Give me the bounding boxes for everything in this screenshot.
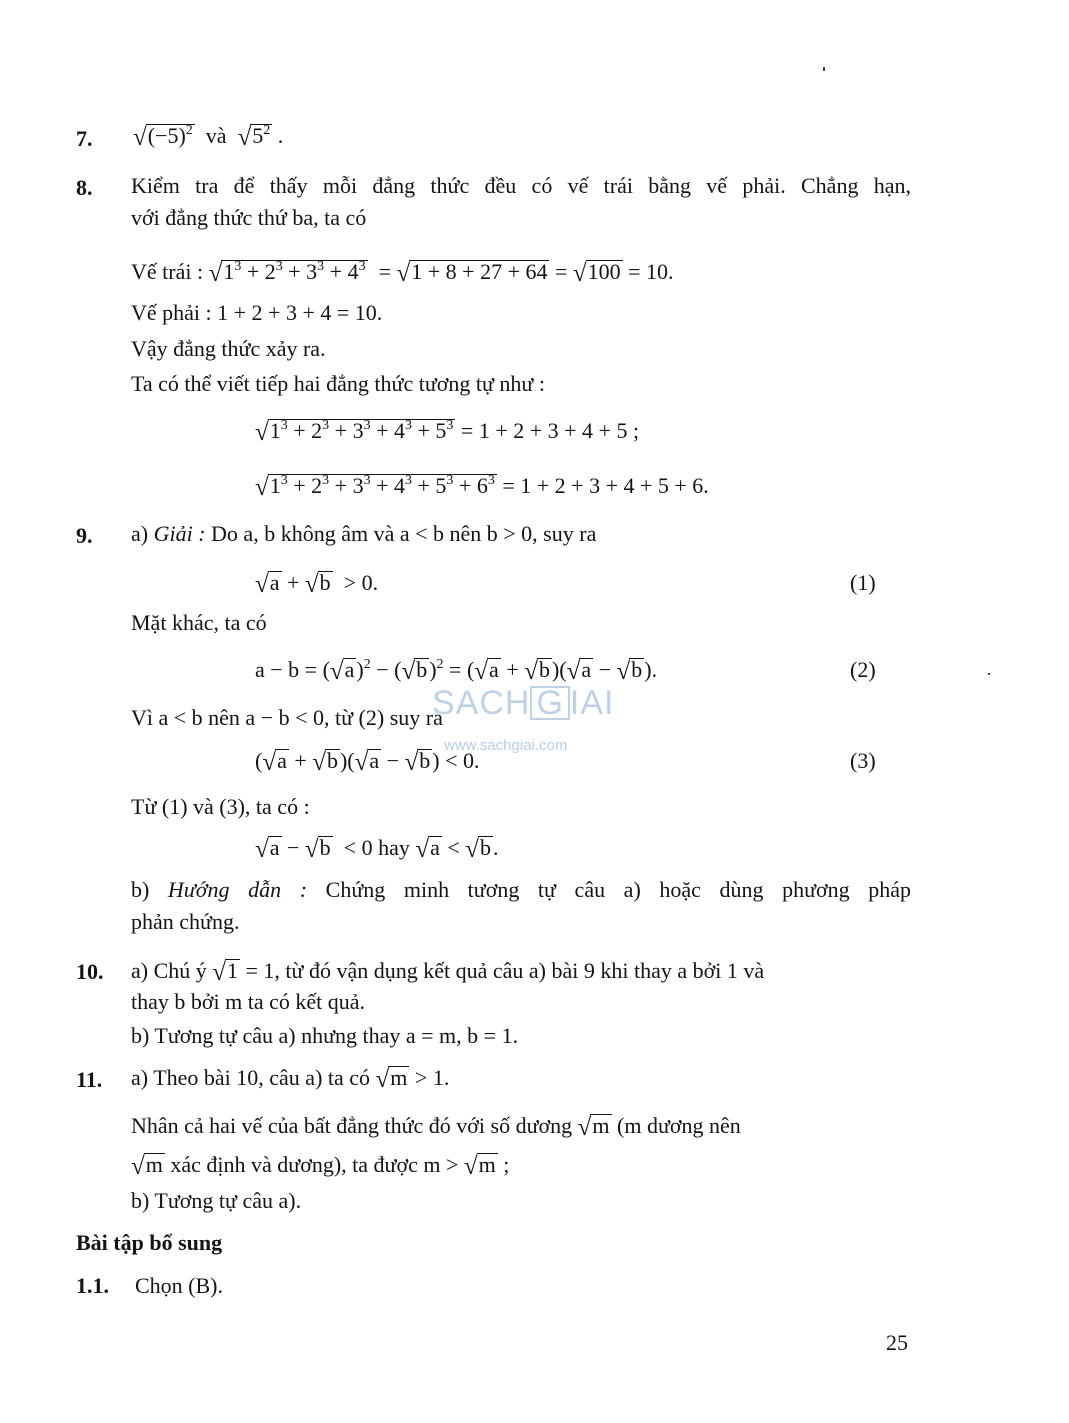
equation-9-4: √a − √b < 0 hay √a < √b. xyxy=(255,835,499,863)
equation-label-2: (2) xyxy=(850,657,876,682)
problem-7-number: 7. xyxy=(76,126,93,151)
exponent: 2 xyxy=(185,123,193,138)
tu-line: Từ (1) và (3), ta có : xyxy=(131,794,310,819)
left-label: Vế trái : xyxy=(131,259,204,284)
supplement-item-number: 1.1. xyxy=(76,1273,109,1298)
problem-11b-line: b) Tương tự câu a). xyxy=(131,1188,302,1213)
exponent: 2 xyxy=(263,123,271,138)
problem-9a-intro: a) Giải : Do a, b không âm và a < b nên b > 0, suy ra xyxy=(131,521,597,546)
problem-10-number: 10. xyxy=(76,959,104,984)
scan-speck xyxy=(988,673,990,675)
page-number: 25 xyxy=(886,1330,908,1355)
problem-8-line1: Kiểm tra để thấy mỗi đẳng thức đều có vế trái bằng vế phải. Chẳng hạn, xyxy=(131,173,911,198)
watermark-logo: SACH G IAI xyxy=(432,684,615,722)
huong-dan-label: Hướng dẫn : xyxy=(167,877,308,902)
giai-label: Giải : xyxy=(153,521,206,546)
problem-7-expression: $√(-5)^2$ và $√5^2$ . xyxy=(133,123,284,151)
problem-9-number: 9. xyxy=(76,523,93,548)
next-intro-line: Ta có thể viết tiếp hai đẳng thức tương tự như : xyxy=(131,371,545,396)
equation-1-rhs: = 1 + 2 + 3 + 4 + 5 ; xyxy=(460,418,640,443)
left-radicand: $1^3 + 2^3 + 3^3 + 4^3$ xyxy=(223,259,366,284)
equation-1: $√1^3 + 2^3 + 3^3 + 4^3 + 5^3 = 1 + 2 + 3 + 4 + 5$ ; xyxy=(255,418,640,446)
watermark-logo-box: G xyxy=(530,686,569,720)
supplement-item-text: Chọn (B). xyxy=(135,1273,223,1298)
problem-8-line2: với đẳng thức thứ ba, ta có xyxy=(131,205,367,230)
problem-10b-line: b) Tương tự câu a) nhưng thay a = m, b = 1. xyxy=(131,1023,519,1048)
problem-9b-line1: b) Hướng dẫn : Chứng minh tương tự câu a) hoặc dùng phương pháp xyxy=(131,877,911,902)
supplement-heading: Bài tập bổ sung xyxy=(76,1230,223,1255)
watermark-url: www.sachgiai.com xyxy=(444,737,568,754)
problem-11-para-line2: √m xác định và dương), ta được m > √m ; xyxy=(131,1152,510,1180)
problem-11a-line: a) Theo bài 10, câu a) ta có √m > 1. xyxy=(131,1065,450,1093)
problem-10a-line1: a) Chú ý √1 = 1, từ đó vận dụng kết quả câu a) bài 9 khi thay a bởi 1 và xyxy=(131,958,765,986)
problem-10a-line2: thay b bởi m ta có kết quả. xyxy=(131,989,366,1014)
equation-label-1: (1) xyxy=(850,570,876,595)
problem-11-para-line1: Nhân cả hai vế của bất đẳng thức đó với số dương √m (m dương nên xyxy=(131,1113,741,1141)
left-side-equation: Vế trái : $√1^3 + 2^3 + 3^3 + 4^3 = √1 + 8 + 27 + 64 = √100 = 10$. xyxy=(131,259,674,287)
equation-2-rhs: = 1 + 2 + 3 + 4 + 5 + 6. xyxy=(502,473,709,498)
conjunction: và xyxy=(205,123,227,148)
scan-speck xyxy=(823,67,825,71)
problem-9b-line2: phản chứng. xyxy=(131,909,240,934)
mat-khac-line: Mặt khác, ta có xyxy=(131,610,267,635)
radicand-b: 5 xyxy=(252,123,264,148)
right-side-line: Vế phải : 1 + 2 + 3 + 4 = 10. xyxy=(131,300,383,325)
conclusion-line: Vậy đẳng thức xảy ra. xyxy=(131,336,326,361)
problem-11-number: 11. xyxy=(76,1067,103,1092)
vi-line: Vì a < b nên a − b < 0, từ (2) suy ra xyxy=(131,705,443,730)
problem-8-number: 8. xyxy=(76,175,93,200)
equation-label-3: (3) xyxy=(850,748,876,773)
equation-9-1: √a + √b > 0. xyxy=(255,570,379,598)
equation-2: $√1^3 + 2^3 + 3^3 + 4^3 + 5^3 + 6^3 = 1 + 2 + 3 + 4 + 5 + 6$. xyxy=(255,473,709,501)
radicand-a: (−5) xyxy=(147,123,186,148)
equation-9-3: (√a + √b)(√a − √b) < 0. xyxy=(255,748,480,776)
equation-9-2: $a - b = (√a)^2 - (√b)^2 = (√a + √b)(√a - √b)$. xyxy=(255,657,658,685)
